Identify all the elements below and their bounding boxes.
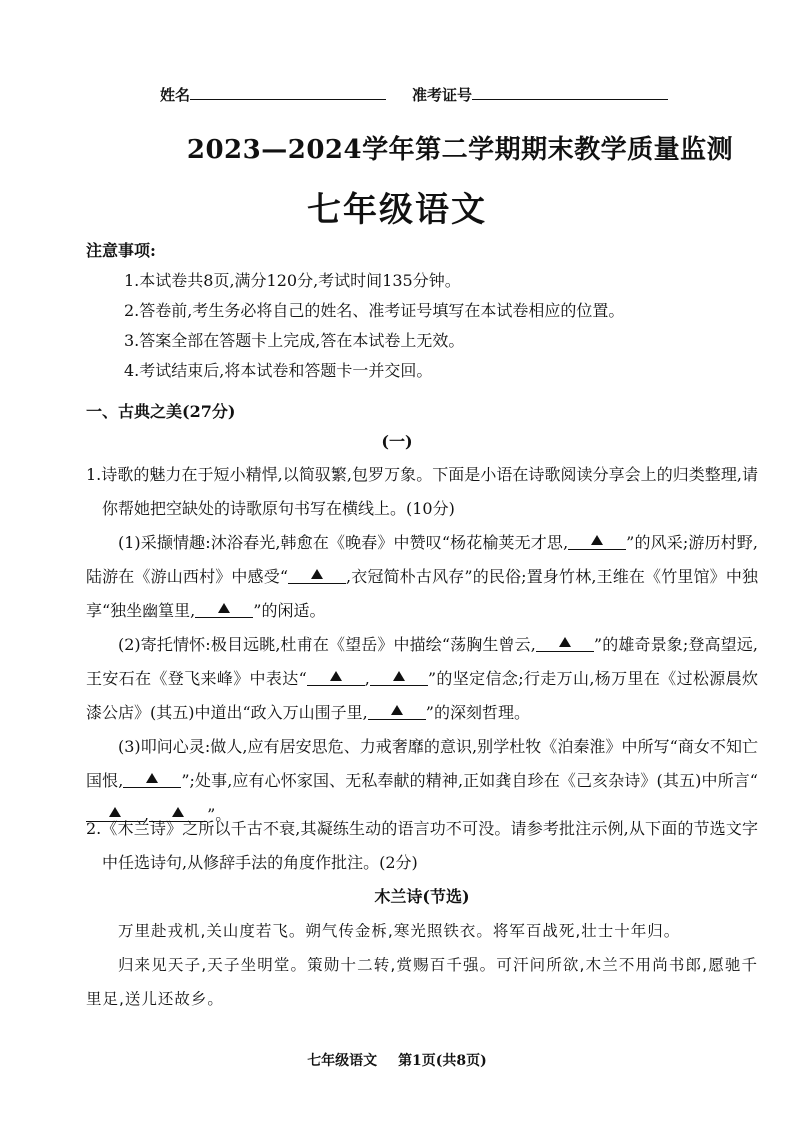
triangle-icon (391, 705, 403, 715)
triangle-icon (393, 671, 405, 681)
question-2-stem: 2.《木兰诗》之所以千古不衰,其凝练生动的语言功不可没。请参考批注示例,从下面的节选文字中任选诗句,从修辞手法的角度作批注。(2分) (86, 819, 758, 872)
notice-item: 1.本试卷共8页,满分120分,考试时间135分钟。 (124, 271, 461, 290)
triangle-icon (311, 569, 323, 579)
poem-paragraph: 万里赴戎机,关山度若飞。朔气传金柝,寒光照铁衣。将军百战死,壮士十年归。 (118, 922, 681, 940)
text-run: ,衣冠简朴古风存”的民俗;置身竹林,王维在《竹里馆》中独享“独坐幽篁里, (86, 567, 758, 620)
answer-blank[interactable] (123, 767, 181, 788)
notice-heading: 注意事项: (86, 241, 156, 260)
text-run: (1)采撷情趣:沐浴春光,韩愈在《晚春》中赞叹“杨花榆荚无才思, (118, 533, 569, 552)
footer-page-number: 第1页(共8页) (398, 1053, 487, 1069)
footer-subject: 七年级语文 (307, 1053, 378, 1069)
triangle-icon (146, 773, 158, 783)
answer-blank[interactable] (370, 665, 428, 686)
text-run: , (364, 669, 370, 688)
text-run: ”的坚定信念;行走万山,杨万里在《过松源晨炊漆公店》(其五)中道出“政入万山围子里, (86, 669, 758, 722)
poem-title: 木兰诗(节选) (374, 887, 470, 906)
question-1-stem: 1.诗歌的魅力在于短小精悍,以简驭繁,包罗万象。下面是小语在诗歌阅读分享会上的归类整理,请你帮她把空缺处的诗歌原句书写在横线上。(10分) (86, 465, 758, 518)
exam-title: 2023—2024学年第二学期期末教学质量监测 (186, 135, 734, 165)
triangle-icon (330, 671, 342, 681)
poem-paragraph: 归来见天子,天子坐明堂。策勋十二转,赏赐百千强。可汗问所欲,木兰不用尚书郎,愿驰千里足,送儿还故乡。 (86, 956, 758, 1008)
name-label: 姓名 (160, 86, 191, 104)
text-run: , (144, 805, 150, 824)
text-run: (3)叩问心灵:做人,应有居安思危、力戒奢靡的意识,别学杜牧《泊秦淮》中所写“商女不知亡国恨, (86, 737, 758, 790)
exam-subtitle: 七年级语文 (307, 190, 487, 230)
notice-item: 3.答案全部在答题卡上完成,答在本试卷上无效。 (124, 331, 465, 350)
text-run: (2)寄托情怀:极目远眺,杜甫在《望岳》中描绘“荡胸生曾云, (118, 635, 536, 654)
answer-blank[interactable] (288, 563, 346, 584)
notice-item: 2.答卷前,考生务必将自己的姓名、准考证号填写在本试卷相应的位置。 (124, 301, 625, 320)
text-run: ”的闲适。 (253, 601, 326, 620)
triangle-icon (218, 603, 230, 613)
name-underline[interactable] (190, 85, 386, 100)
id-field (412, 84, 668, 106)
answer-blank[interactable] (368, 699, 426, 720)
text-run: ”的风采;游历村野,陆游在《游山西村》中感受“ (86, 533, 758, 586)
id-label: 准考证号 (412, 86, 473, 104)
text-run: ”;处事,应有心怀家国、无私奉献的精神,正如龚自珍在《己亥杂诗》(其五)中所言“ (181, 771, 758, 790)
question-2 (86, 812, 758, 1016)
name-field (160, 84, 386, 106)
question-1-part-2 (86, 628, 758, 730)
answer-blank[interactable] (195, 597, 253, 618)
section-heading: 一、古典之美(27分) (86, 402, 236, 421)
page-footer (0, 1050, 794, 1072)
subsection-heading: (一) (381, 432, 413, 451)
question-1 (86, 458, 758, 832)
text-run: ”的深刻哲理。 (425, 703, 530, 722)
answer-blank[interactable] (536, 631, 594, 652)
text-run: ”的雄奇景象;登高望远,王安石在《登飞来峰》中表达“ (86, 635, 758, 688)
answer-blank[interactable] (307, 665, 365, 686)
triangle-icon (559, 637, 571, 647)
text-run: ”。 (207, 805, 232, 824)
notice-item: 4.考试结束后,将本试卷和答题卡一并交回。 (124, 361, 433, 380)
question-1-part-1 (86, 526, 758, 628)
answer-blank[interactable] (568, 529, 626, 550)
triangle-icon (591, 535, 603, 545)
id-underline[interactable] (472, 85, 668, 100)
notice-block (86, 236, 746, 386)
